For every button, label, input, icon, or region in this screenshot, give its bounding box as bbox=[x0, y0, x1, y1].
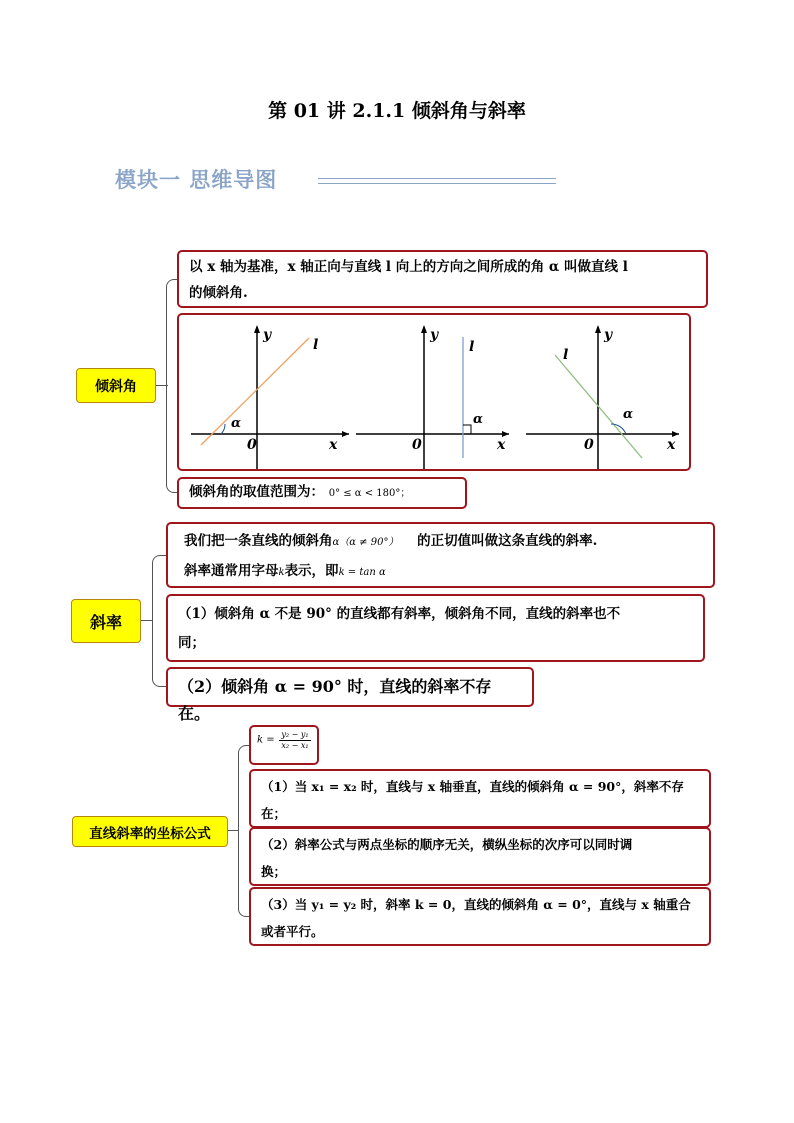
graph-vertical bbox=[356, 325, 509, 469]
slope-def-line1: 我们把一条直线的倾斜角α（α ≠ 90°） 的正切值叫做这条直线的斜率. bbox=[184, 533, 598, 549]
section1-connector bbox=[156, 385, 168, 386]
formula-note3-line2: 或者平行。 bbox=[261, 924, 324, 939]
formula-note2-line1: （2）斜率公式与两点坐标的顺序无关，横纵坐标的次序可以同时调 bbox=[261, 837, 633, 852]
slope-note2-box bbox=[166, 667, 534, 723]
slope-note1-box bbox=[166, 594, 705, 662]
slope-note2-text: （2）倾斜角 α = 90° 时，直线的斜率不存在。 bbox=[178, 677, 492, 723]
formula-note3-line1: （3）当 y₁ = y₂ 时，斜率 k = 0，直线的倾斜角 α = 0°，直线与 x 轴重合 bbox=[261, 897, 691, 912]
g1-origin-label: 0 bbox=[247, 437, 257, 453]
formula-box bbox=[249, 725, 319, 765]
formula-denominator: x₂ − x₁ bbox=[281, 741, 309, 750]
g2-alpha-label: α bbox=[473, 412, 484, 427]
g1-x-label: x bbox=[329, 437, 338, 453]
slope-definition-box bbox=[166, 522, 715, 588]
module-underline bbox=[318, 178, 556, 184]
graph-acute bbox=[191, 325, 349, 469]
tag-slope: 斜率 bbox=[71, 599, 141, 643]
module-heading: 模块一 思维导图 bbox=[115, 168, 278, 192]
slope-def-line2: 斜率通常用字母k表示，即k = tan α bbox=[184, 563, 386, 579]
tag-inclination-angle: 倾斜角 bbox=[76, 368, 156, 403]
formula-numerator: y₂ − y₁ bbox=[281, 730, 309, 739]
section2-bracket bbox=[152, 555, 167, 687]
formula-note1-line1: （1）当 x₁ = x₂ 时，直线与 x 轴垂直，直线的倾斜角 α = 90°，斜率不存 bbox=[261, 779, 684, 794]
section3-connector bbox=[228, 830, 239, 831]
formula-note1-line2: 在； bbox=[261, 806, 287, 821]
g2-y-label: y bbox=[430, 327, 439, 343]
g1-l-label: l bbox=[313, 337, 319, 353]
range-box bbox=[177, 477, 467, 509]
graphs-box bbox=[177, 313, 691, 471]
page-title: 第 01 讲 2.1.1 倾斜角与斜率 bbox=[268, 100, 526, 122]
definition-box bbox=[177, 250, 708, 308]
formula-lhs: k = bbox=[257, 734, 275, 746]
g1-y-label: y bbox=[263, 327, 272, 343]
definition-line2: 的倾斜角. bbox=[189, 285, 248, 301]
tag-slope-formula: 直线斜率的坐标公式 bbox=[72, 816, 228, 847]
section2-connector bbox=[141, 620, 153, 621]
g3-origin-label: 0 bbox=[584, 437, 594, 453]
g2-x-label: x bbox=[497, 437, 506, 453]
slope-note1-line2: 同； bbox=[178, 635, 205, 651]
g3-x-label: x bbox=[667, 437, 676, 453]
formula-note1-box bbox=[249, 769, 711, 828]
g1-alpha-label: α bbox=[231, 416, 242, 431]
g3-l-label: l bbox=[563, 347, 569, 363]
formula-fraction bbox=[279, 730, 310, 751]
formula-note3-box bbox=[249, 887, 711, 946]
g2-origin-label: 0 bbox=[412, 437, 422, 453]
formula-note2-line2: 换； bbox=[261, 864, 287, 879]
range-text: 倾斜角的取值范围为： bbox=[189, 484, 324, 500]
range-math: 0° ≤ α < 180°； bbox=[328, 488, 411, 499]
g3-alpha-label: α bbox=[623, 407, 634, 422]
graph-obtuse bbox=[526, 325, 679, 469]
inclination-graphs bbox=[179, 315, 689, 469]
g2-l-label: l bbox=[469, 339, 475, 355]
definition-line1: 以 x 轴为基准，x 轴正向与直线 l 向上的方向之间所成的角 α 叫做直线 l bbox=[189, 259, 628, 275]
g3-y-label: y bbox=[604, 327, 613, 343]
slope-note1-line1: （1）倾斜角 α 不是 90° 的直线都有斜率，倾斜角不同，直线的斜率也不 bbox=[178, 606, 621, 622]
formula-note2-box bbox=[249, 827, 711, 886]
